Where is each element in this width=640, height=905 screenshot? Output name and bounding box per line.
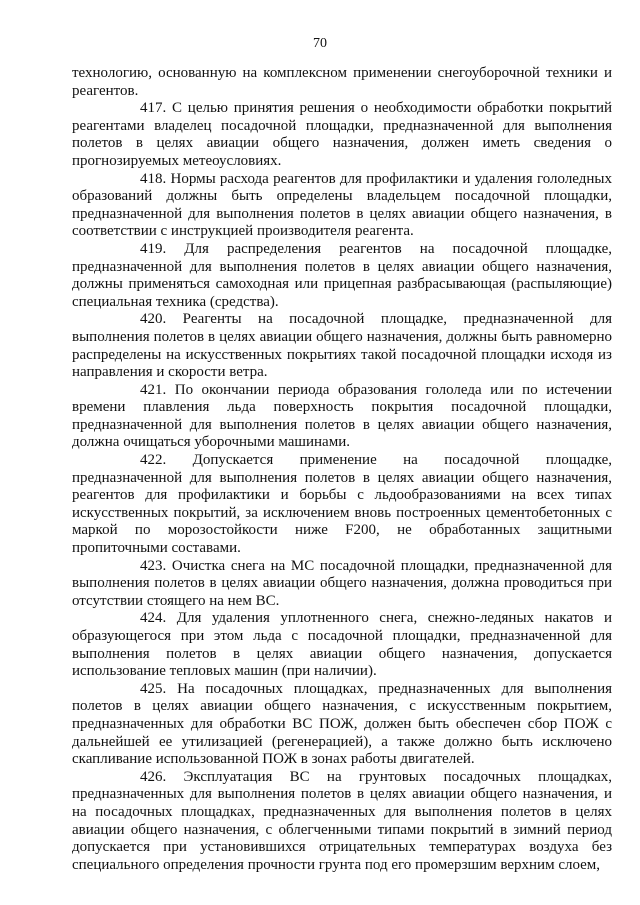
paragraph-417: 417. С целью принятия решения о необходимости обработки покрытий реагентами владелец посадочной площадки, предназначенной для выполнения полетов в целях авиации общего назначения, должен иметь сведения о прогнозируемых метеоусловиях. bbox=[72, 100, 612, 169]
paragraph-418: 418. Нормы расхода реагентов для профилактики и удаления гололедных образований должны быть определены владельцем посадочной площадки, предназначенной для выполнения полетов в целях авиации общего назначения, в соответствии с инструкцией производителя реагента. bbox=[72, 170, 612, 240]
page-number: 70 bbox=[313, 36, 327, 51]
paragraph-continuation: технологию, основанную на комплексном применении снегоуборочной техники и реагентов. bbox=[72, 65, 612, 99]
paragraph-419: 419. Для распределения реагентов на посадочной площадке, предназначенной для выполнения полетов в целях авиации общего назначения, должны применяться самоходная или прицепная разбрасывающая (распыляющие) специальная техника (средства). bbox=[72, 240, 612, 310]
paragraph-421: 421. По окончании периода образования гололеда или по истечении времени плавления льда поверхность покрытия посадочной площадки, предназначенной для выполнения полетов в целях авиации общего назначения, должна очищаться уборочными машинами. bbox=[72, 381, 612, 451]
paragraph-422: 422. Допускается применение на посадочной площадке, предназначенной для выполнения полетов в целях авиации общего назначения, реагентов для профилактики и борьбы с льдообразованиями на всех типах искусственных покрытий, за исключением вновь построенных цементобетонных с маркой по морозостойкости ниже F200, не обработанных защитными пропиточными составами. bbox=[72, 452, 612, 557]
paragraph-420: 420. Реагенты на посадочной площадке, предназначенной для выполнения полетов в целях авиации общего назначения, должны быть равномерно распределены на искусственных покрытиях такой посадочной площадки исходя из направления и скорости ветра. bbox=[72, 311, 612, 381]
paragraph-424: 424. Для удаления уплотненного снега, снежно-ледяных накатов и образующегося при этом льда с посадочной площадки, предназначенной для выполнения полетов в целях авиации общего назначения, допускается использование тепловых машин (при наличии). bbox=[72, 610, 612, 680]
paragraph-423: 423. Очистка снега на МС посадочной площадки, предназначенной для выполнения полетов в целях авиации общего назначения, должна проводиться при отсутствии стоящего на нем ВС. bbox=[72, 557, 612, 609]
paragraph-426: 426. Эксплуатация ВС на грунтовых посадочных площадках, предназначенных для выполнения полетов в целях авиации общего назначения, и на посадочных площадках, предназначенных для выполнения полетов в целях авиации общего назначения, с облегченными типами покрытий в зимний период допускается при установившихся отрицательных температурах воздуха без специального определения прочности грунта под его промерзшим верхним слоем, bbox=[72, 768, 612, 873]
paragraph-425: 425. На посадочных площадках, предназначенных для выполнения полетов в целях авиации общего назначения, с искусственным покрытием, предназначенных для обработки ВС ПОЖ, должен быть обеспечен сбор ПОЖ с дальнейшей ее утилизацией (регенерацией), а также должно быть исключено скапливание использованной ПОЖ в зонах работы двигателей. bbox=[72, 680, 612, 768]
document-body bbox=[72, 65, 612, 874]
